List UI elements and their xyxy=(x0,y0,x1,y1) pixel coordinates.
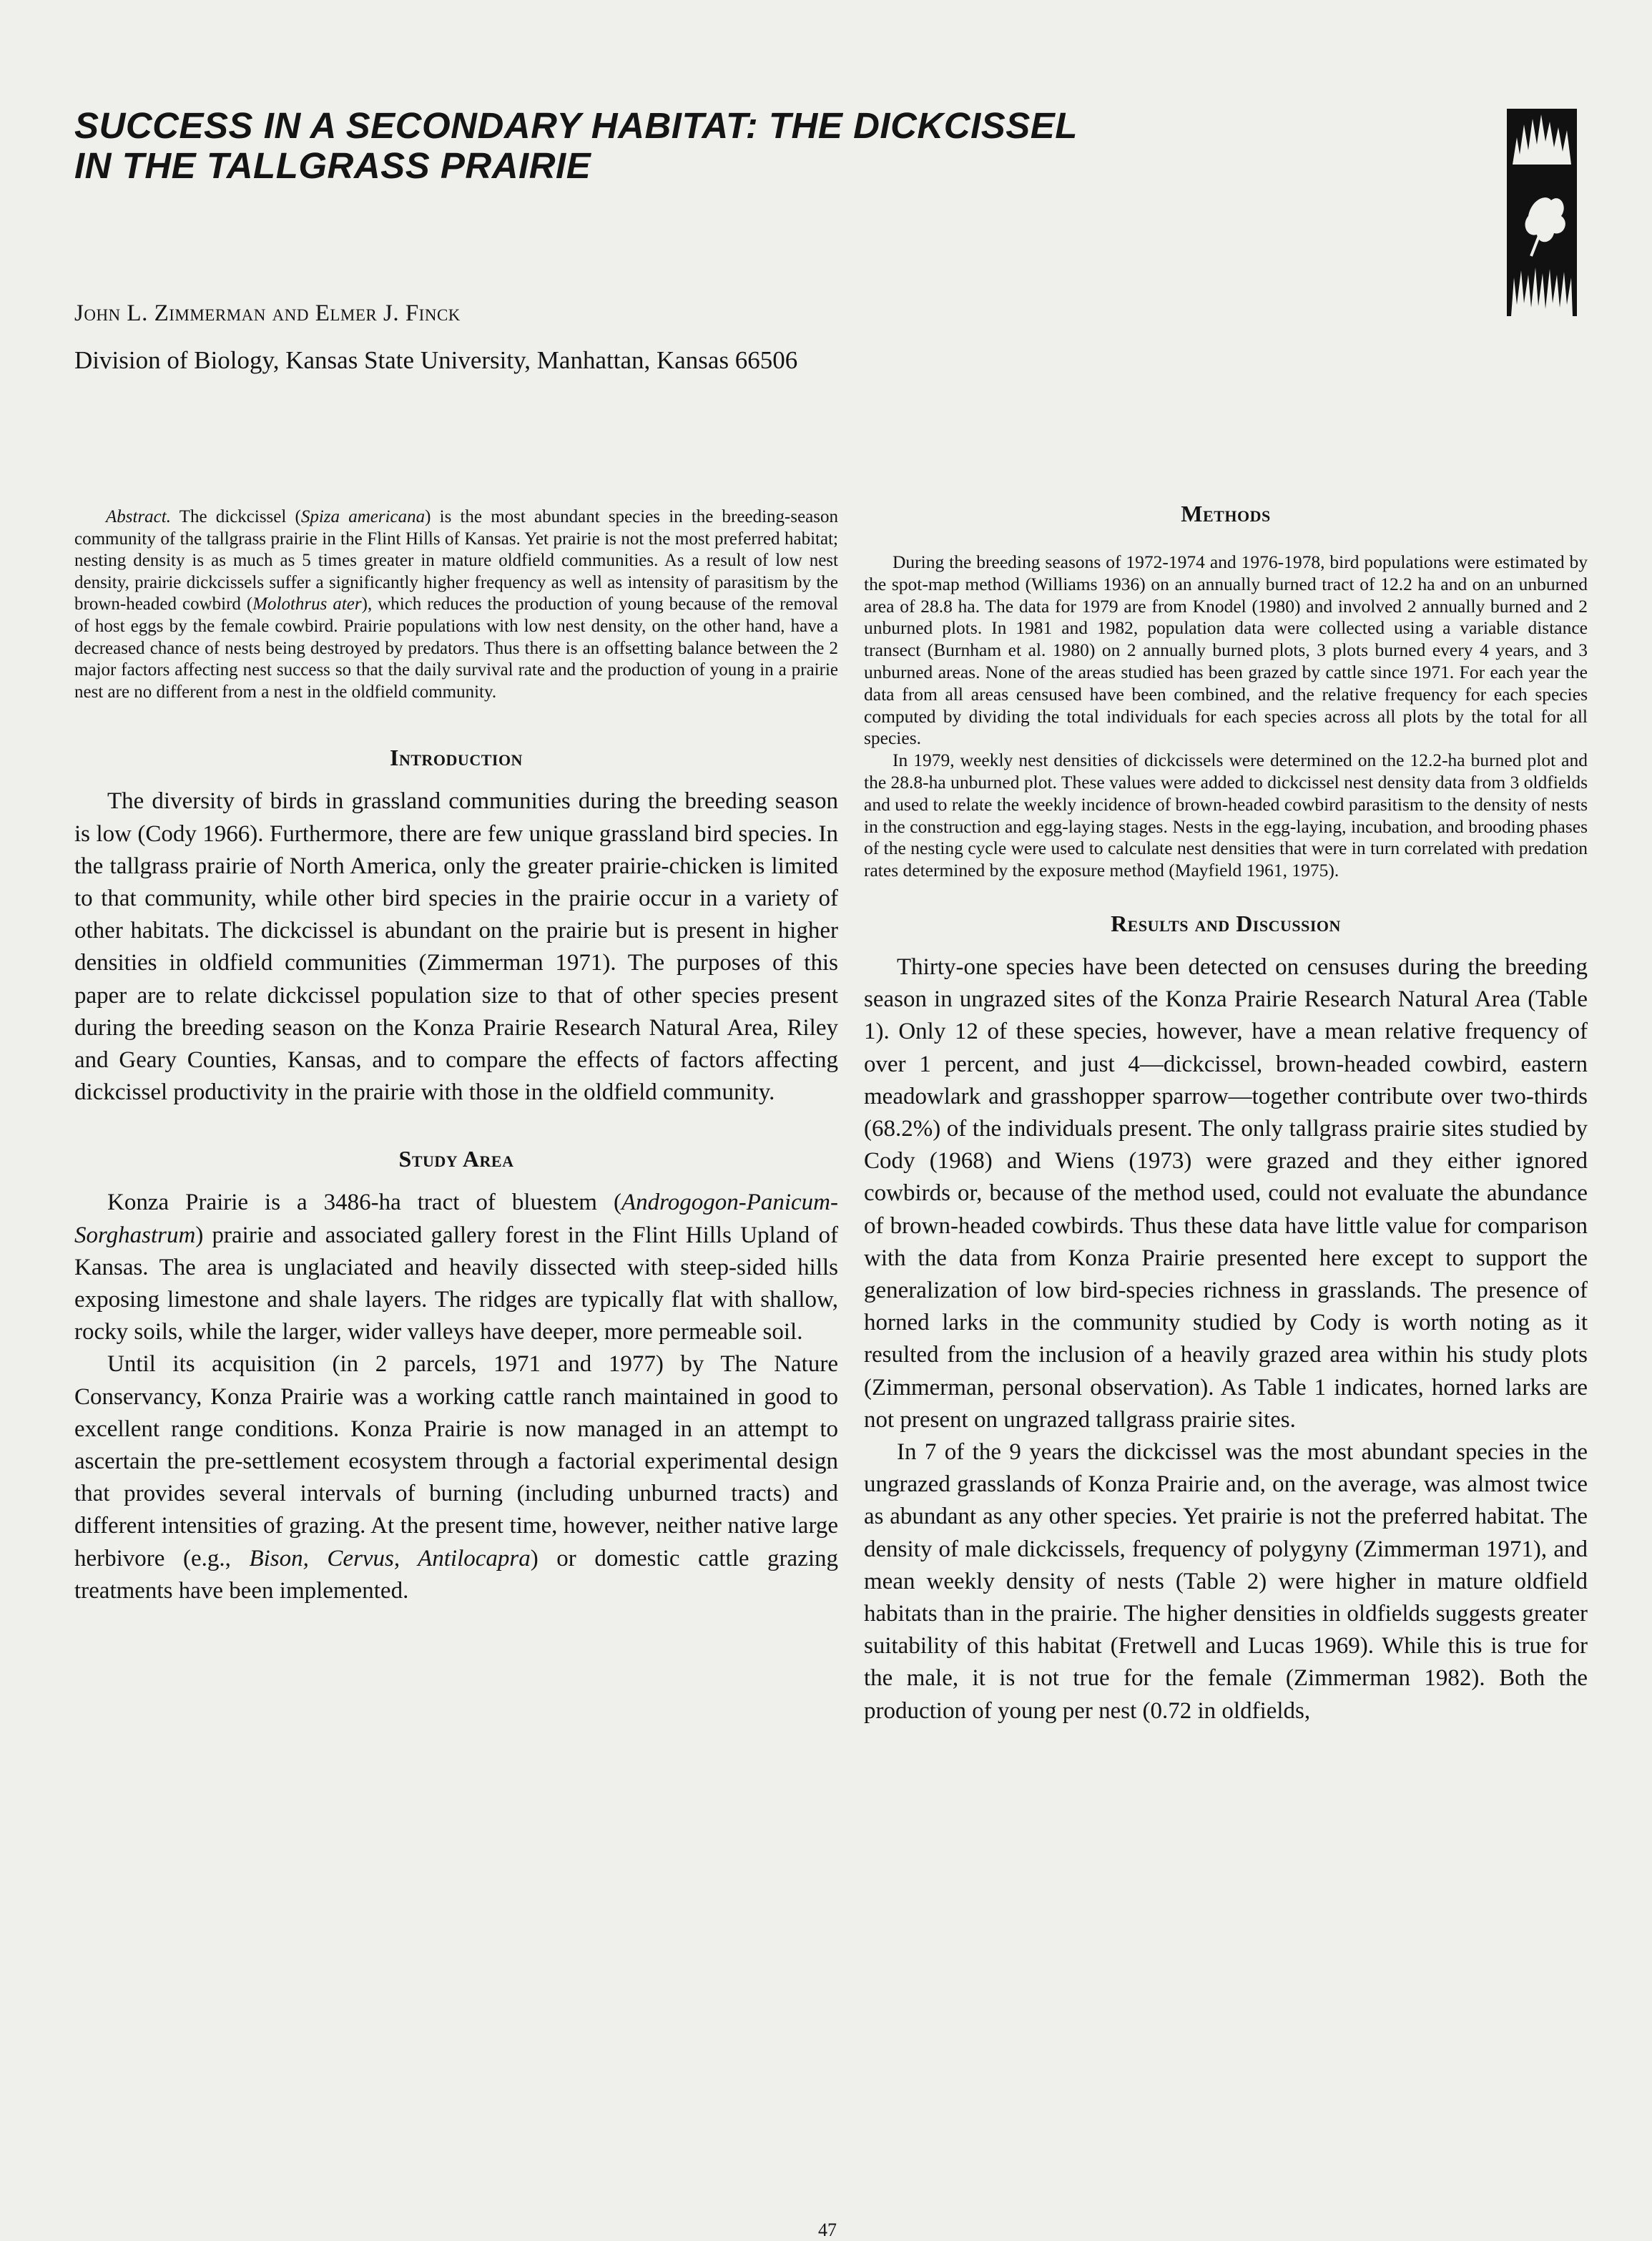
methods-paragraph: During the breeding seasons of 1972-1974 and 1976-1978, bird populations were estimated by the spot-map method (Williams 1936) on an annually burned tract of 12.2 ha and on an unburned area of 28.8 ha. The data for 1979 are from Knodel (1980) and involved 2 annually burned and 2 unburned plots. In 1981 and 1982, population data were collected using a variable distance transect (Burnham et al. 1980) on 2 annually burned plots, 3 plots burned every 4 years, and 3 unburned areas. None of the areas studied has been grazed by cattle since 1971. For each year the data from all areas censused have been combined, and the relative frequency for each species computed by dividing the total individuals for each species across all plots by the total for all species. xyxy=(864,551,1588,749)
methods-paragraph: In 1979, weekly nest densities of dickcissels were determined on the 12.2-ha burned plot and the 28.8-ha unburned plot. These values were added to dickcissel nest density data from 3 oldfields and used to relate the weekly incidence of brown-headed cowbird parasitism to the density of nests in the construction and egg-laying stages. Nests in the egg-laying, incubation, and brooding phases of the nesting cycle were used to calculate nest densities that were in turn correlated with predation rates determined by the exposure method (Mayfield 1961, 1975). xyxy=(864,750,1588,881)
introduction-paragraph: The diversity of birds in grassland communities during the breeding season is low (Cody 1966). Furthermore, there are few unique grassland bird species. In the tallgrass prairie of North America, only the greater prairie-chicken is limited to that community, while other bird species in the prairie occur in a variety of other habitats. The dickcissel is abundant on the prairie but is present in higher densities in oldfield communities (Zimmerman 1971). The purposes of this paper are to relate dickcissel population size to that of other species present during the breeding season on the Konza Prairie Research Natural Area, Riley and Geary Counties, Kansas, and to compare the effects of factors affecting dickcissel productivity in the prairie with those in the oldfield community. xyxy=(74,788,838,1106)
author-affiliation: Division of Biology, Kansas State University, Manhattan, Kansas 66506 xyxy=(74,346,798,374)
section-heading-introduction: Introduction xyxy=(390,745,523,771)
title-line-2: IN THE TALLGRASS PRAIRIE xyxy=(74,145,591,186)
left-column xyxy=(74,506,838,1607)
results-paragraph: Thirty-one species have been detected on censuses during the breeding season in ungrazed sites of the Konza Prairie Research Natural Area (Table 1). Only 12 of these species, however, have a mean relative frequency of over 1 percent, and just 4—dickcissel, brown-headed cowbird, eastern meadowlark and grasshopper sparrow—together contribute over two-thirds (68.2%) of the individuals present. The only tallgrass prairie sites studied by Cody (1968) and Wiens (1973) were grazed and they either ignored cowbirds or, because of the method used, could not evaluate the abundance of brown-headed cowbirds. Thus these data have little value for comparison with the data from Konza Prairie presented here except to support the generalization of low bird-species richness in grasslands. The presence of horned larks in the community studied by Cody is worth noting as it resulted from the inclusion of a heavily grazed area within his study plots (Zimmerman, personal observation). As Table 1 indicates, horned larks are not present on ungrazed tallgrass prairie sites. xyxy=(864,953,1588,1433)
abstract-lead: Abstract. xyxy=(106,507,171,526)
study-area-paragraph: Until its acquisition (in 2 parcels, 1971 and 1977) by The Nature Conservancy, Konza Prairie was a working cattle ranch maintained in good to excellent range conditions. Konza Prairie is now managed in an attempt to ascertain the pre-settlement ecosystem through a factorial experimental design that provides several intervals of burning (including unburned tracts) and different intensities of grazing. At the present time, however, neither native large herbivore (e.g., Bison, Cervus, Antilocapra) or domestic cattle grazing treatments have been implemented. xyxy=(74,1351,838,1604)
results-paragraph: In 7 of the 9 years the dickcissel was the most abundant species in the ungrazed grasslands of Konza Prairie and, on the average, was almost twice as abundant as any other species. Yet prairie is not the preferred habitat. The density of male dickcissels, frequency of polygyny (Zimmerman 1971), and mean weekly density of nests (Table 2) were higher in mature oldfield habitats than in the prairie. The higher densities in oldfields suggests greater suitability of this habitat (Fretwell and Lucas 1969). While this is true for the male, it is not true for the female (Zimmerman 1982). Both the production of young per nest (0.72 in oldfields, xyxy=(864,1439,1588,1724)
section-heading-results: Results and Discussion xyxy=(1111,910,1341,936)
title-line-1: SUCCESS IN A SECONDARY HABITAT: THE DICKCISSEL xyxy=(74,105,1078,146)
study-area-paragraph: Konza Prairie is a 3486-ha tract of bluestem (Androgogon-Panicum-Sorghastrum) prairie and associated gallery forest in the Flint Hills Upland of Kansas. The area is unglaciated and heavily dissected with steep-sided hills exposing limestone and shale layers. The ridges are typically flat with shallow, rocky soils, while the larger, wider valleys have deeper, more permeable soil. xyxy=(74,1190,838,1345)
page-number: 47 xyxy=(818,2220,837,2240)
species-name: Molothrus ater xyxy=(252,594,362,614)
section-heading-methods: Methods xyxy=(1181,501,1271,526)
abstract: Abstract. The dickcissel (Spiza americana) is the most abundant species in the breeding-season community of the tallgrass prairie in the Flint Hills of Kansas. Yet prairie is not the most preferred habitat; nesting density is as much as 5 times greater in mature oldfield communities. As a result of low nest density, prairie dickcissels suffer a significantly higher frequency as well as intensity of parasitism by the brown-headed cowbird (Molothrus ater), which reduces the production of young because of the removal of host eggs by the female cowbird. Prairie populations with low nest density, on the other hand, have a decreased chance of nests being destroyed by predators. Thus there is an offsetting balance between the 2 major factors affecting nest success so that the daily survival rate and the production of young in a prairie nest are no different from a nest in the oldfield community. xyxy=(74,507,838,702)
genus-names: Androgogon-Panicum-Sorghastrum xyxy=(74,1190,838,1248)
genus-names: Bison, Cervus, Antilocapra xyxy=(249,1545,531,1571)
section-heading-study-area: Study Area xyxy=(398,1146,514,1172)
right-column xyxy=(864,501,1588,1727)
article-title xyxy=(74,106,1455,186)
article-authors: John L. Zimmerman and Elmer J. Finck xyxy=(74,300,461,326)
species-name: Spiza americana xyxy=(300,507,426,526)
prairie-conference-logo xyxy=(1507,109,1577,316)
